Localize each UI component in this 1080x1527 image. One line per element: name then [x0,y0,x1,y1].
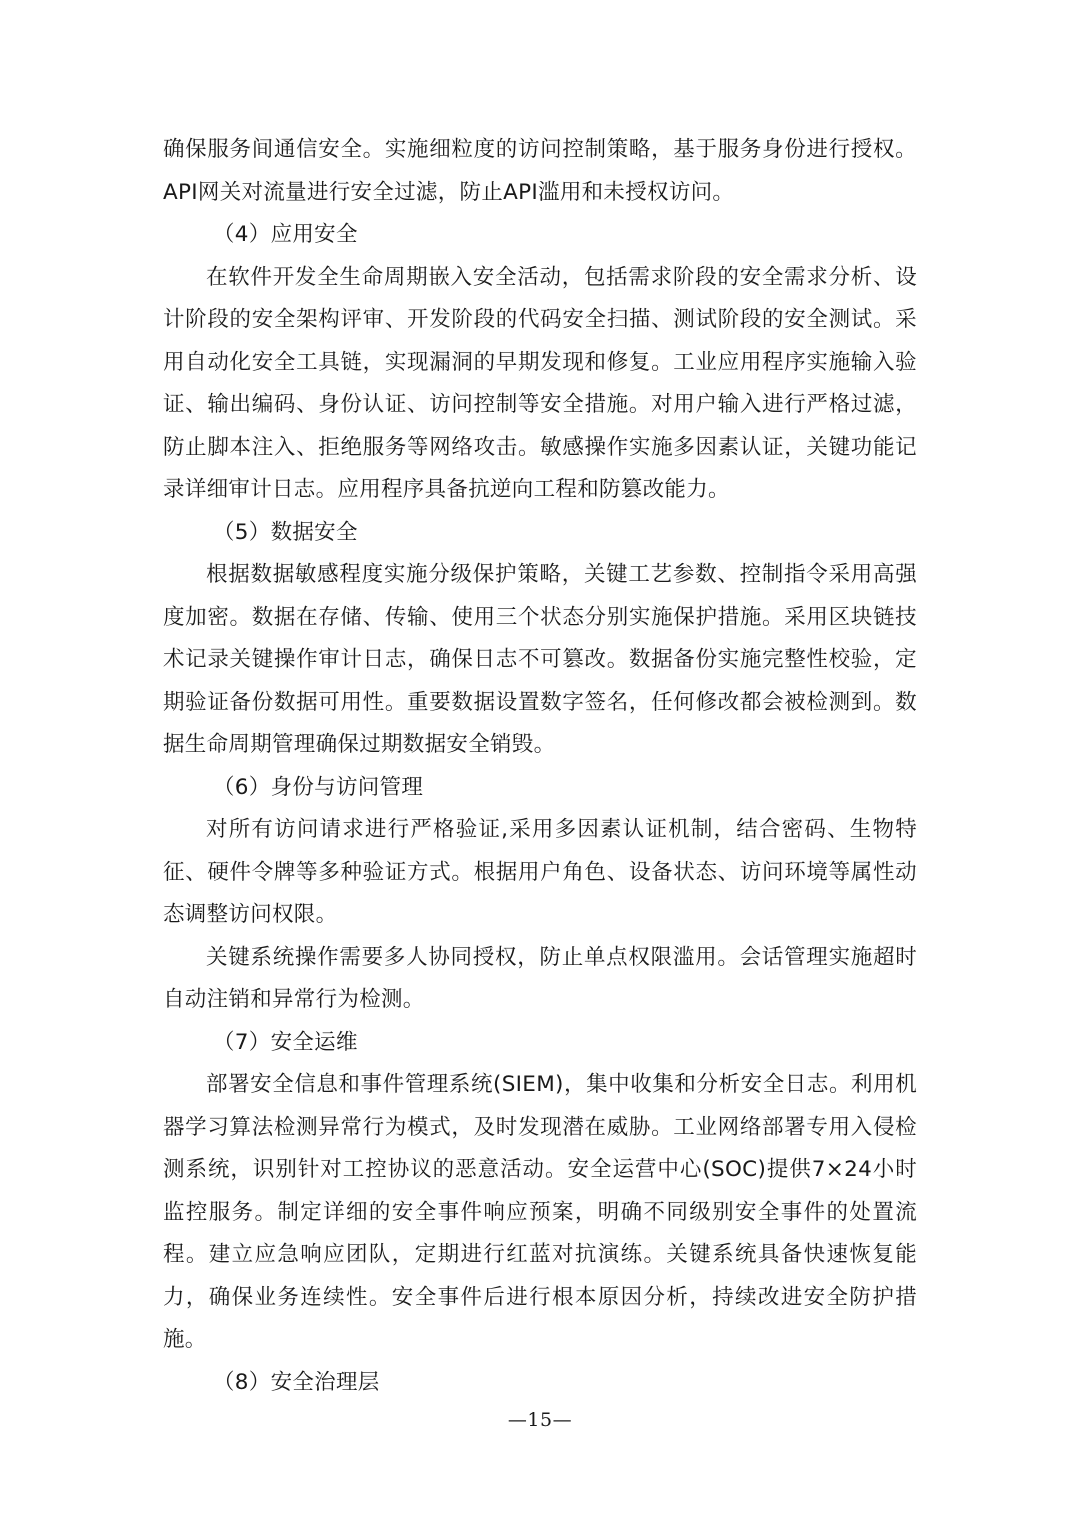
paragraph-identity-access-1: 对所有访问请求进行严格验证,采用多因素认证机制，结合密码、生物特征、硬件令牌等多种验证方式。根据用户角色、设备状态、访问环境等属性动态调整访问权限。 [163,817,917,927]
section-heading-data-security: （5）数据安全 [213,519,358,545]
page-number: —15— [507,1409,573,1431]
paragraph-identity-access-2: 关键系统操作需要多人协同授权，防止单点权限滥用。会话管理实施超时自动注销和异常行为检测。 [163,944,917,1012]
paragraph-security-operations: 部署安全信息和事件管理系统(SIEM)，集中收集和分析安全日志。利用机器学习算法检测异常行为模式，及时发现潜在威胁。工业网络部署专用入侵检测系统，识别针对工控协议的恶意活动。安全运营中心(SOC)提供7×24小时监控服务。制定详细的安全事件响应预案，明确不同级别安全事件的处置流程。建立应急响应团队，定期进行红蓝对抗演练。关键系统具备快速恢复能力，确保业务连续性。安全事件后进行根本原因分析，持续改进安全防护措施。 [163,1072,917,1352]
paragraph-data-security: 根据数据敏感程度实施分级保护策略，关键工艺参数、控制指令采用高强度加密。数据在存储、传输、使用三个状态分别实施保护措施。采用区块链技术记录关键操作审计日志，确保日志不可篡改。数据备份实施完整性校验，定期验证备份数据可用性。重要数据设置数字签名，任何修改都会被检测到。数据生命周期管理确保过期数据安全销毁。 [163,562,917,757]
section-heading-security-operations: （7）安全运维 [213,1029,358,1055]
section-heading-application-security: （4）应用安全 [213,222,358,247]
paragraph-application-security: 在软件开发全生命周期嵌入安全活动，包括需求阶段的安全需求分析、设计阶段的安全架构评审、开发阶段的代码安全扫描、测试阶段的安全测试。采用自动化安全工具链，实现漏洞的早期发现和修复。工业应用程序实施输入验证、输出编码、身份认证、访问控制等安全措施。对用户输入进行严格过滤，防止脚本注入、拒绝服务等网络攻击。敏感操作实施多因素认证，关键功能记录详细审计日志。应用程序具备抗逆向工程和防篡改能力。 [163,264,917,502]
section-heading-security-governance: （8）安全治理层 [213,1369,380,1395]
paragraph-continuation: 确保服务间通信安全。实施细粒度的访问控制策略，基于服务身份进行授权。API网关对流量进行安全过滤，防止API滥用和未授权访问。 [163,137,917,205]
document-body [163,129,917,1404]
section-heading-identity-access: （6）身份与访问管理 [213,774,424,800]
